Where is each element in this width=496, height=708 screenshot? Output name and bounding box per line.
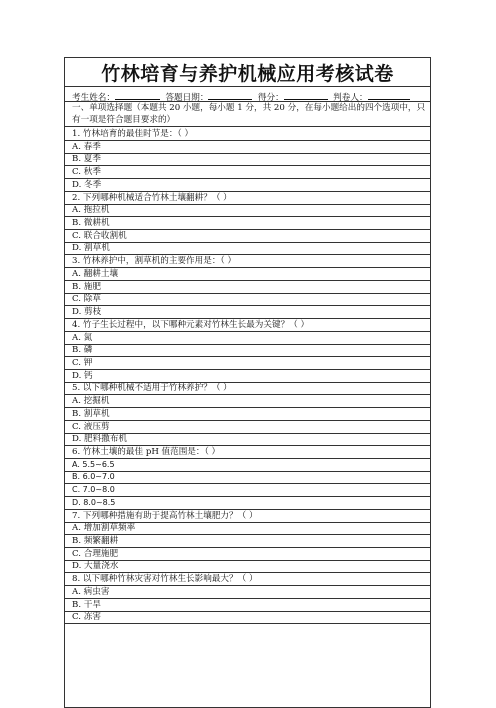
answer-option[interactable]: A. 春季 bbox=[72, 141, 101, 152]
question-text: 5. 以下哪种机械不适用于竹林养护？（ ） bbox=[72, 383, 232, 394]
answer-option[interactable]: B. 夏季 bbox=[72, 154, 101, 165]
score-label: 得分： bbox=[257, 93, 284, 103]
question-text: 4. 竹子生长过程中，以下哪种元素对竹林生长最为关键？（ ） bbox=[72, 319, 310, 330]
answer-option[interactable]: D. 大量浇水 bbox=[72, 561, 119, 572]
answer-option[interactable]: D. 剪枝 bbox=[72, 307, 102, 318]
row-divider bbox=[64, 623, 431, 624]
instructions-divider bbox=[64, 126, 431, 127]
answer-option[interactable]: A. 翻耕土壤 bbox=[72, 268, 119, 279]
answer-option[interactable]: C. 联合收割机 bbox=[72, 230, 127, 241]
question-text: 2. 下列哪种机械适合竹林土壤翻耕？（ ） bbox=[72, 192, 232, 203]
question-text: 3. 竹林养护中，割草机的主要作用是：（ ） bbox=[72, 256, 237, 267]
question-text: 7. 下列哪种措施有助于提高竹林土壤肥力？（ ） bbox=[72, 510, 258, 521]
answer-option[interactable]: B. 干旱 bbox=[72, 599, 101, 610]
answer-option[interactable]: A. 5.5~6.5 bbox=[72, 459, 115, 469]
answer-option[interactable]: A. 挖掘机 bbox=[72, 396, 110, 407]
section-instructions: 一、单项选择题（本题共 20 小题，每小题 1 分，共 20 分，在每小题给出的四个选项中，只有一项是符合题目要求的） bbox=[72, 103, 426, 125]
answer-option[interactable]: D. 割草机 bbox=[72, 243, 110, 254]
answer-option[interactable]: A. 病虫害 bbox=[72, 586, 110, 597]
answer-option[interactable]: D. 冬季 bbox=[72, 179, 102, 190]
answer-option[interactable]: C. 冻害 bbox=[72, 612, 101, 623]
date-label: 答题日期： bbox=[165, 93, 209, 103]
score-blank[interactable] bbox=[284, 90, 328, 100]
answer-option[interactable]: C. 合理施肥 bbox=[72, 548, 119, 559]
date-blank[interactable] bbox=[208, 90, 252, 100]
question-text: 8. 以下哪种竹林灾害对竹林生长影响最大？（ ） bbox=[72, 574, 258, 585]
answer-option[interactable]: B. 施肥 bbox=[72, 281, 101, 292]
name-blank[interactable] bbox=[115, 90, 160, 100]
answer-option[interactable]: B. 微耕机 bbox=[72, 218, 110, 229]
exam-title: 竹林培育与养护机械应用考核试卷 bbox=[101, 63, 394, 85]
question-text: 1. 竹林培育的最佳时节是：（ ） bbox=[72, 129, 194, 139]
answer-option[interactable]: D. 肥料撒布机 bbox=[72, 434, 128, 445]
question-text: 6. 竹林土壤的最佳 pH 值范围是：（ ） bbox=[72, 447, 221, 457]
answer-option[interactable]: B. 频繁翻耕 bbox=[72, 536, 119, 547]
answer-option[interactable]: D. 8.0~8.5 bbox=[72, 497, 116, 507]
title-divider bbox=[64, 86, 431, 87]
answer-option[interactable]: C. 钾 bbox=[72, 357, 93, 368]
grader-blank[interactable] bbox=[368, 90, 410, 100]
answer-option[interactable]: B. 割草机 bbox=[72, 408, 110, 419]
answer-option[interactable]: C. 7.0~8.0 bbox=[72, 485, 115, 495]
answer-option[interactable]: D. 钙 bbox=[72, 370, 93, 381]
answer-option[interactable]: A. 增加割草频率 bbox=[72, 523, 136, 534]
grader-label: 判卷人： bbox=[333, 93, 368, 103]
answer-option[interactable]: A. 拖拉机 bbox=[72, 205, 110, 216]
name-label: 考生姓名： bbox=[72, 93, 115, 103]
answer-option[interactable]: B. 磷 bbox=[72, 345, 93, 356]
answer-option[interactable]: B. 6.0~7.0 bbox=[72, 472, 115, 482]
answer-option[interactable]: C. 液压剪 bbox=[72, 421, 110, 432]
answer-option[interactable]: A. 氮 bbox=[72, 332, 93, 343]
answer-option[interactable]: C. 除草 bbox=[72, 294, 101, 305]
answer-option[interactable]: C. 秋季 bbox=[72, 167, 101, 178]
